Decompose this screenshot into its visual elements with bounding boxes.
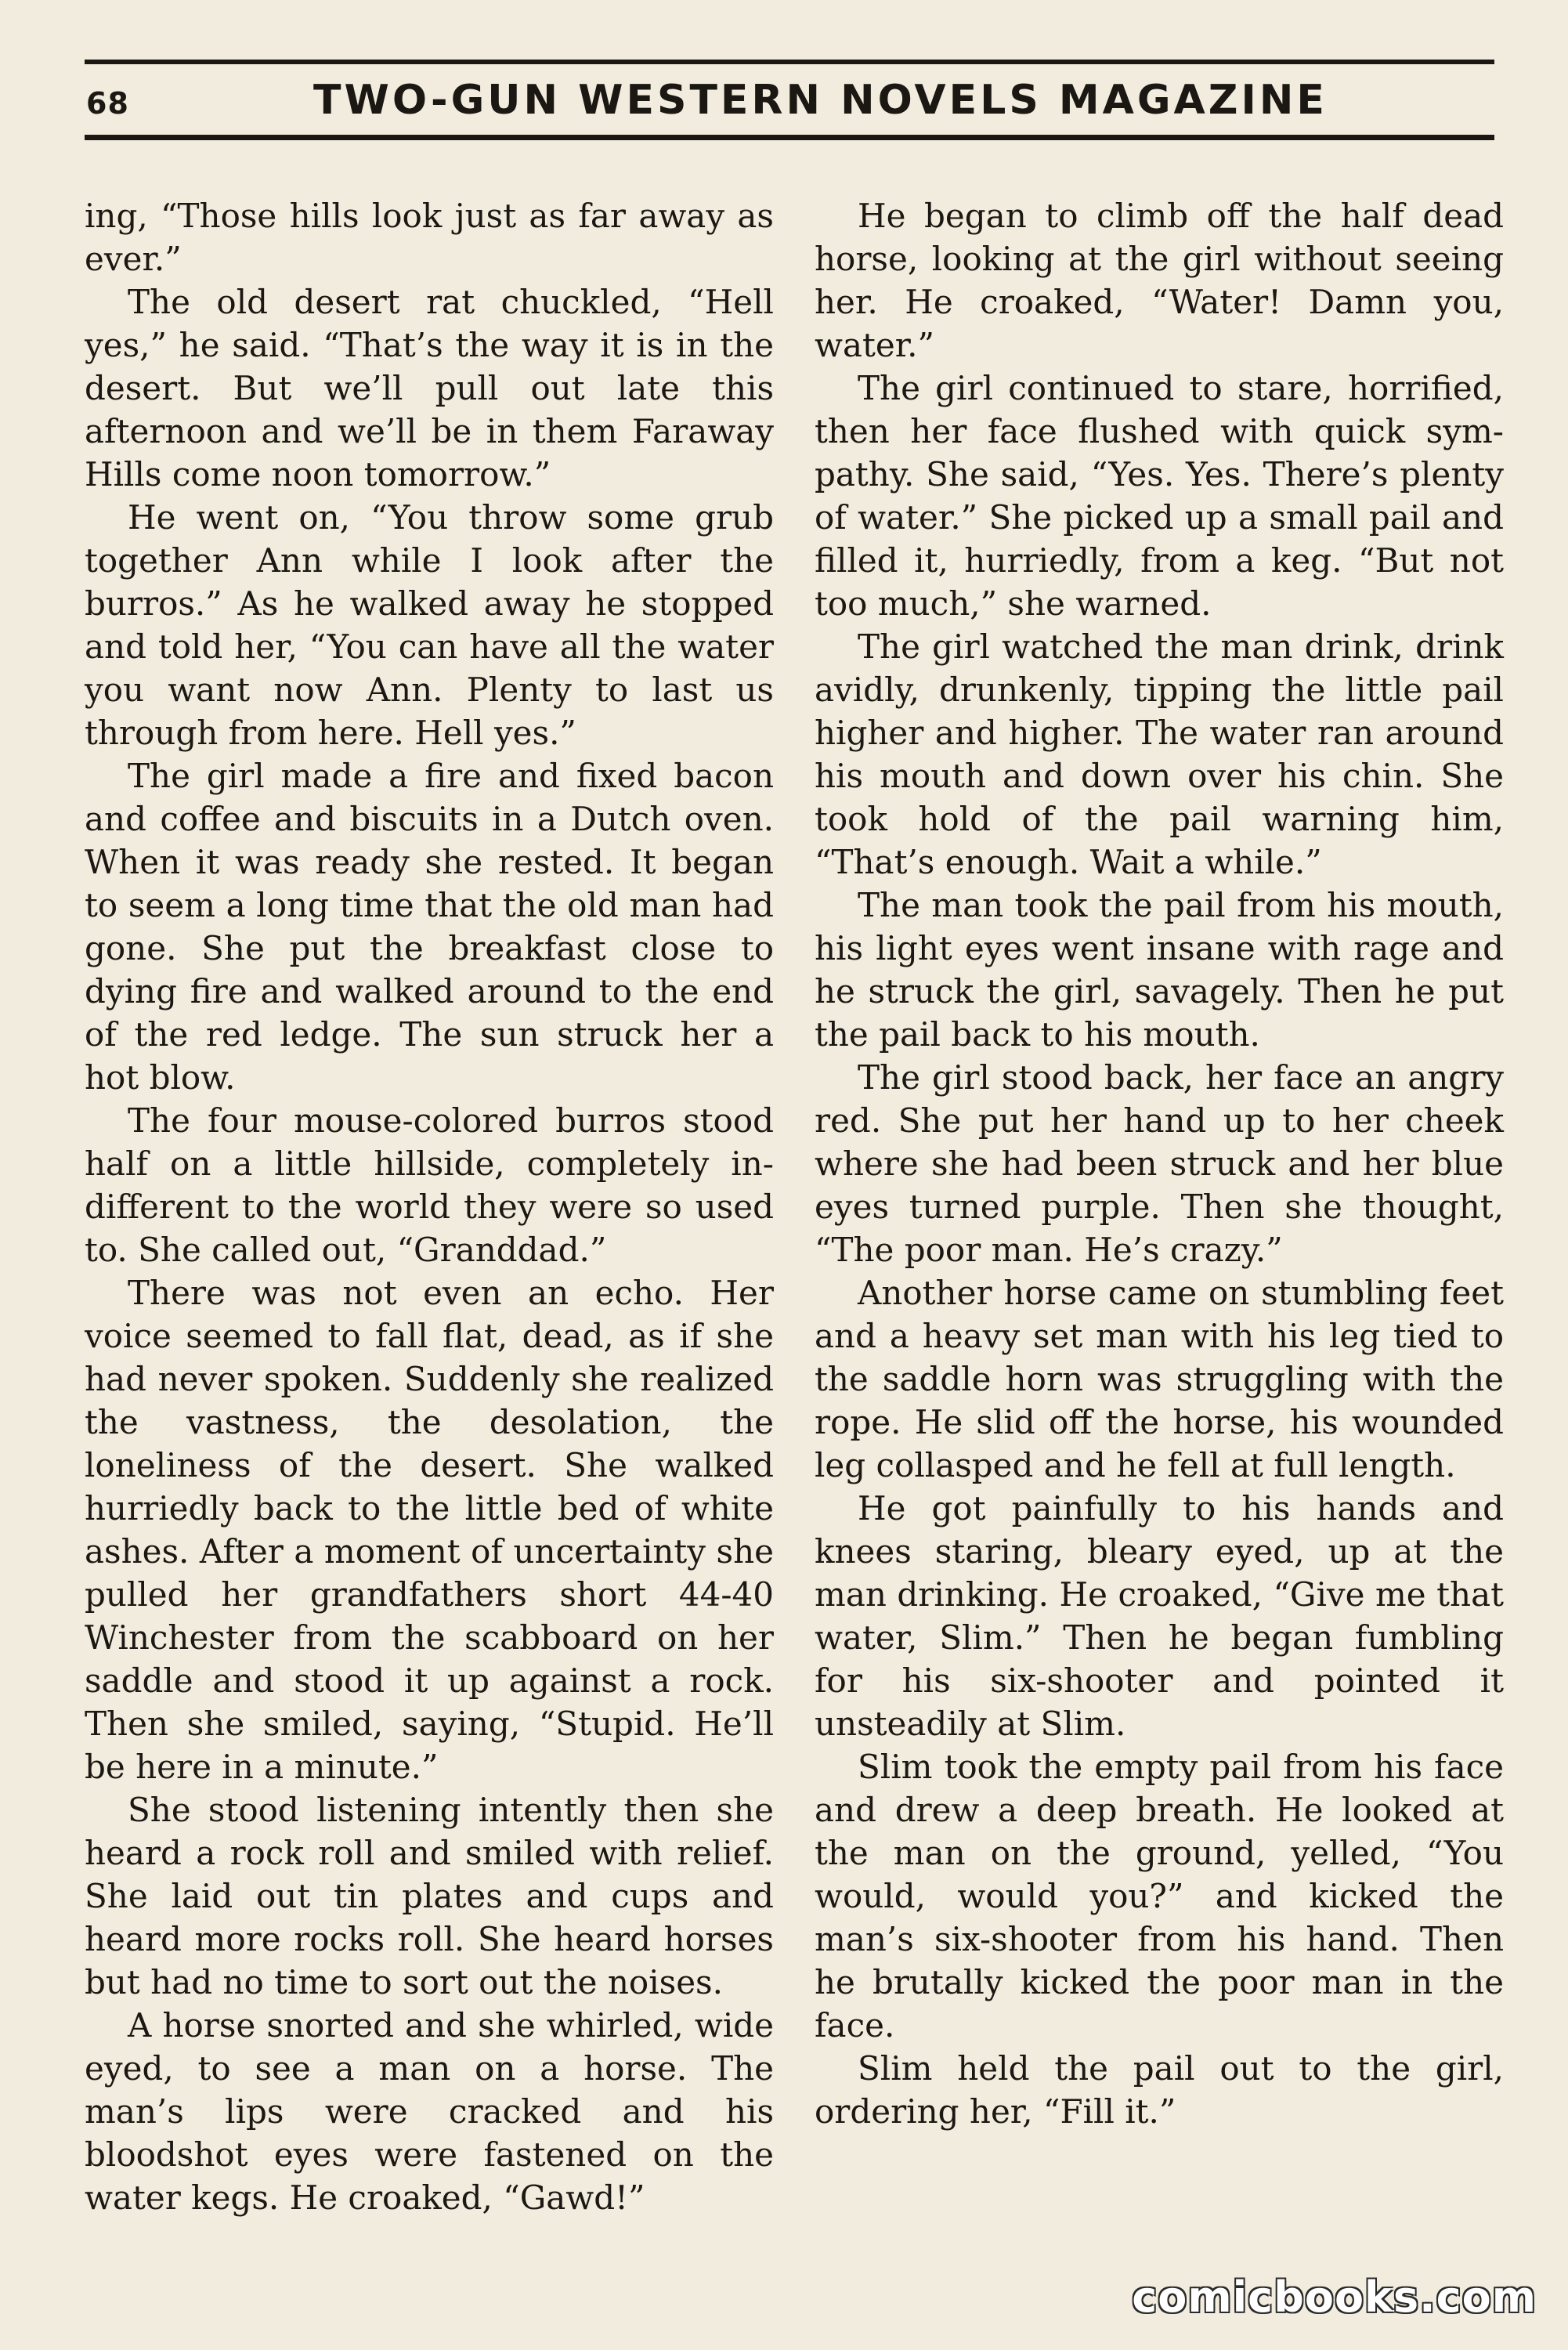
- paragraph: The four mouse-colored burros stood half on a little hillside, completely indifferent to the world they were so used to. She called out, “Granddad.”: [85, 1101, 774, 1269]
- header-rule-top: [85, 60, 1494, 64]
- paragraph: The girl continued to stare, horrified, then her face flushed with quick sympathy. She said, “Yes. Yes. There’s plenty of water.” She picked up a small pail and filled it, hurriedly, from a keg. “But not too much,” she warned.: [815, 369, 1504, 623]
- paragraph: He got painfully to his hands and knees staring, bleary eyed, up at the man drinking. He croaked, “Give me that water, Slim.” Then he began fumbling for his six-shooter and pointed it unsteadily at Slim.: [815, 1489, 1504, 1743]
- paragraph: ing, “Those hills look just as far away as ever.”: [85, 197, 774, 278]
- paragraph: There was not even an echo. Her voice seemed to fall flat, dead, as if she had never spoken. Suddenly she realized the vastness, the desolation, the loneliness of the desert. She walked hurriedly back to the little bed of white ashes. After a moment of uncertainty she pulled her grandfathers short 44-40 Winchester from the scabboard on her saddle and stood it up against a rock. Then she smiled, saying, “Stupid. He’ll be here in a minute.”: [85, 1274, 774, 1786]
- page-number: 68: [86, 86, 129, 121]
- paragraph: Another horse came on stumbling feet and a heavy set man with his leg tied to the saddle horn was struggling with the rope. He slid off the horse, his wounded leg collasped and he fell at full length.: [815, 1274, 1504, 1484]
- watermark-logo: comicbooks.com: [1132, 2272, 1537, 2322]
- paragraph: She stood listening intently then she heard a rock roll and smiled with relief. She laid out tin plates and cups and heard more rocks roll. She heard horses but had no time to sort out the noises.: [85, 1791, 774, 2001]
- left-text-column: [85, 194, 774, 2219]
- paragraph: The girl made a fire and fixed bacon and coffee and biscuits in a Dutch oven. When it was ready she rested. It began to seem a long time that the old man had gone. She put the breakfast close to dying fire and walked around to the end of the red ledge. The sun struck her a hot blow.: [85, 757, 774, 1097]
- paragraph: The girl watched the man drink, drink avidly, drunkenly, tipping the little pail higher and higher. The water ran around his mouth and down over his chin. She took hold of the pail warning him, “That’s enough. Wait a while.”: [815, 627, 1504, 881]
- magazine-title: TWO-GUN WESTERN NOVELS MAGAZINE: [313, 77, 1328, 124]
- paragraph: Slim took the empty pail from his face and drew a deep breath. He looked at the man on the ground, yelled, “You would, would you?” and kicked the man’s six-shooter from his hand. Then he brutally kicked the poor man in the face.: [815, 1748, 1504, 2044]
- paragraph: The man took the pail from his mouth, his light eyes went insane with rage and he struck the girl, savagely. Then he put the pail back to his mouth.: [815, 886, 1504, 1054]
- paragraph: The old desert rat chuckled, “Hell yes,” he said. “That’s the way it is in the desert. But we’ll pull out late this afternoon and we’ll be in them Faraway Hills come noon tomorrow.”: [85, 283, 774, 494]
- paragraph: A horse snorted and she whirled, wide eyed, to see a man on a horse. The man’s lips were cracked and his bloodshot eyes were fastened on the water kegs. He croaked, “Gawd!”: [85, 2006, 774, 2217]
- paragraph: He went on, “You throw some grub together Ann while I look after the burros.” As he walked away he stopped and told her, “You can have all the water you want now Ann. Plenty to last us through from here. Hell yes.”: [85, 498, 774, 752]
- paragraph: The girl stood back, her face an angry red. She put her hand up to her cheek where she had been struck and her blue eyes turned purple. Then she thought, “The poor man. He’s crazy.”: [815, 1058, 1504, 1269]
- header-rule-bottom: [85, 135, 1494, 140]
- paragraph: Slim held the pail out to the girl, ordering her, “Fill it.”: [815, 2049, 1504, 2131]
- paragraph: He began to climb off the half dead horse, looking at the girl without seeing her. He croaked, “Water! Damn you, water.”: [815, 197, 1504, 364]
- right-text-column: [815, 194, 1504, 2133]
